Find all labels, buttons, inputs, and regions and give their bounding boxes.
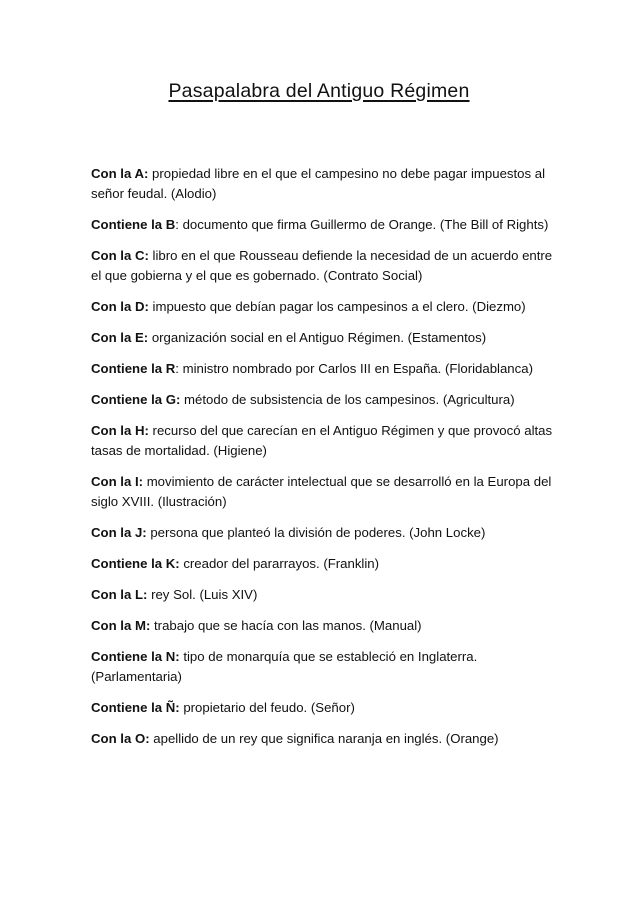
entry-text: método de subsistencia de los campesinos. (Agricultura) xyxy=(180,392,515,407)
entry-n xyxy=(91,647,561,687)
entry-label: Contiene la R xyxy=(91,361,176,376)
entry-label: Contiene la B xyxy=(91,217,176,232)
entry-label: Con la L: xyxy=(91,587,148,602)
entry-l xyxy=(91,585,561,605)
entry-label: Contiene la N: xyxy=(91,649,180,664)
entry-text: : documento que firma Guillermo de Orange. (The Bill of Rights) xyxy=(175,217,549,232)
entry-label: Con la I: xyxy=(91,474,144,489)
entry-text: persona que planteó la división de poderes. (John Locke) xyxy=(146,525,486,540)
page-title xyxy=(0,78,638,104)
entry-g xyxy=(91,390,561,410)
entry-j xyxy=(91,523,561,543)
entry-label: Contiene la Ñ: xyxy=(91,700,180,715)
entry-text: libro en el que Rousseau defiende la necesidad de un acuerdo entre el que gobierna y el que es gobernado. (Contrato Social) xyxy=(91,248,553,283)
entry-label: Con la D: xyxy=(91,299,149,314)
entry-label: Con la J: xyxy=(91,525,147,540)
entry-label: Con la A: xyxy=(91,166,149,181)
page-title-text: Pasapalabra del Antiguo Régimen xyxy=(168,80,470,102)
entry-h xyxy=(91,421,561,461)
entry-a xyxy=(91,164,561,204)
entry-c xyxy=(91,246,561,286)
entry-label: Con la H: xyxy=(91,423,149,438)
entry-list xyxy=(91,164,561,760)
entry-text: propiedad libre en el que el campesino no debe pagar impuestos al señor feudal. (Alodio) xyxy=(91,166,546,201)
entry-text: tipo de monarquía que se estableció en Inglaterra. (Parlamentaria) xyxy=(91,649,478,684)
entry-text: impuesto que debían pagar los campesinos a el clero. (Diezmo) xyxy=(148,299,526,314)
entry-label: Con la M: xyxy=(91,618,151,633)
entry-b xyxy=(91,215,561,235)
entry-text: rey Sol. (Luis XIV) xyxy=(147,587,258,602)
entry-e xyxy=(91,328,561,348)
entry-enye xyxy=(91,698,561,718)
entry-i xyxy=(91,472,561,512)
entry-label: Con la C: xyxy=(91,248,149,263)
entry-k xyxy=(91,554,561,574)
entry-m xyxy=(91,616,561,636)
entry-label: Contiene la K: xyxy=(91,556,180,571)
entry-text: organización social en el Antiguo Régimen. (Estamentos) xyxy=(148,330,487,345)
entry-text: apellido de un rey que significa naranja en inglés. (Orange) xyxy=(149,731,499,746)
entry-text: movimiento de carácter intelectual que se desarrolló en la Europa del siglo XVIII. (Ilustración) xyxy=(91,474,552,509)
entry-d xyxy=(91,297,561,317)
entry-r xyxy=(91,359,561,379)
entry-label: Con la O: xyxy=(91,731,150,746)
entry-text: trabajo que se hacía con las manos. (Manual) xyxy=(150,618,422,633)
entry-text: : ministro nombrado por Carlos III en España. (Floridablanca) xyxy=(175,361,533,376)
entry-text: propietario del feudo. (Señor) xyxy=(179,700,355,715)
entry-text: recurso del que carecían en el Antiguo Régimen y que provocó altas tasas de mortalidad. (Higiene) xyxy=(91,423,553,458)
entry-text: creador del pararrayos. (Franklin) xyxy=(179,556,380,571)
entry-label: Contiene la G: xyxy=(91,392,181,407)
entry-label: Con la E: xyxy=(91,330,149,345)
entry-o xyxy=(91,729,561,749)
